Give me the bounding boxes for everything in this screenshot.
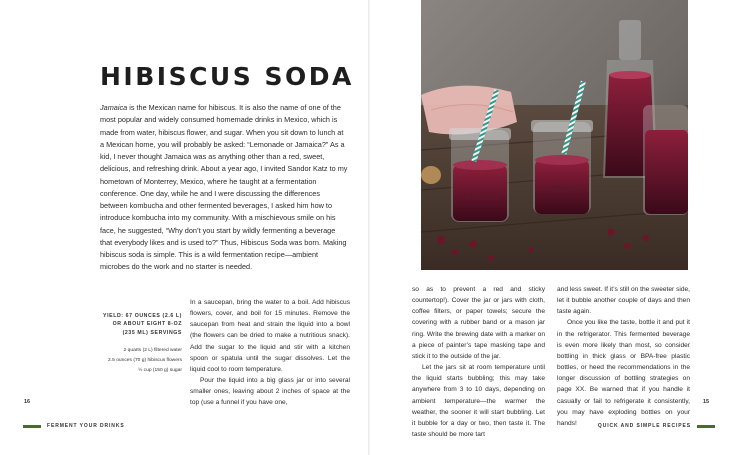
yield-line: OR ABOUT EIGHT 8-OZ	[112, 321, 182, 328]
running-head-text: QUICK AND SIMPLE RECIPES	[597, 423, 691, 429]
method-paragraph: Once you like the taste, bottle it and put it in the refrigerator. This fermented beverage is even more likely than most, so consider bottling in thick glass or BPA-free plastic bottles, or heed the recommendations in the longer discussion of bottling strategies on page XX. Be warned that if you handle it casually or fail to refrigerate it consistently, you may have exploding bottles on your hands!	[557, 319, 690, 427]
method-paragraph: In a saucepan, bring the water to a boil. Add hibiscus flowers, cover, and boil for 15 minutes. Remove the saucepan from heat and strain the liquid into a bowl (the flowers can be dried to make a nutritious snack). Add the sugar to the liquid and stir with a kitchen spoon or spatula until the sugar dissolves. Let the liquid cool to room temperature.	[190, 299, 350, 373]
jar-label: MASON	[466, 193, 500, 202]
running-head-text: FERMENT YOUR DRINKS	[47, 423, 125, 429]
yield-block	[100, 312, 182, 337]
running-head-right	[598, 422, 715, 430]
yield-line: YIELD: 67 OUNCES (2.6 L)	[103, 313, 182, 319]
method-column-a	[412, 284, 545, 440]
ingredient-list	[100, 346, 182, 376]
method-paragraph: Let the jars sit at room temperature until the liquid starts bubbling; this may take anywhere from 3 to 10 days, depending on ambient temperature—the warmer the weather, the sooner it will start bubbling. Let it bubble for a day or two, then taste it. The taste should be more tart	[412, 364, 545, 439]
yield-line: (235 ML) SERVINGS	[122, 329, 182, 336]
page-gutter	[368, 0, 370, 455]
ingredient-item: 2.5 ounces (70 g) hibiscus flowers	[108, 358, 182, 363]
page-number-right: 15	[703, 399, 710, 405]
method-paragraph: so as to prevent a red and sticky countertop!). Cover the jar or jars with cloth, coffee filters, or paper towels; secure the covering with a rubber band or a mason jar ring. Write the brewing date with a marker on a piece of painter’s tape masking tape and stick it to the outside of the jar.	[412, 286, 545, 360]
jar-label: MASON	[548, 185, 582, 194]
ingredient-item: ½ cup (150 g) sugar	[138, 368, 182, 373]
method-paragraph: Pour the liquid into a big glass jar or into several smaller ones, leaving about 2 inches of space at the top (use a funnel if you have one,	[190, 377, 350, 407]
intro-lead-word: Jamaica	[100, 103, 128, 112]
accent-bar	[697, 425, 715, 428]
ingredient-item: 2 quarts (2 L) filtered water	[123, 348, 182, 353]
running-head-left	[23, 422, 125, 430]
intro-paragraph	[100, 102, 348, 274]
hibiscus-soda-photo	[421, 0, 688, 270]
intro-text: is the Mexican name for hibiscus. It is also the name of one of the most popular and widely consumed homemade drinks in Mexico, which is made from water, hibiscus flower, and sugar. When you sit down to lunch at a Mexican home, you will probably be asked: “Lemonade or Jamaica?” As a kid, I never thought Jamaica was as anything other than a red, sweet, delicious, and refreshing drink. About a year ago, I invited Sandor Katz to my hometown of Monterrey, Mexico, where he taught at a fermentation conference. One day, while he and I were discussing the differences between kombucha and other fermented beverages, I asked him how to introduce kombucha into my community. With a mischievous smile on his face, he suggested, “Why don’t you start by wildly fermenting a beverage that everybody likes and is used to?” Thus, Hibiscus Soda was born. Making hibiscus soda is simple. This is a wild fermentation recipe—ambient microbes do the work and no starter is needed.	[100, 103, 348, 272]
accent-bar	[23, 425, 41, 428]
recipe-title: HIBISCUS SODA	[100, 62, 354, 91]
page-number-left: 16	[24, 399, 31, 405]
method-column-left	[190, 297, 350, 409]
method-paragraph: and less sweet. If it’s still on the sweeter side, let it bubble another couple of days and then taste again.	[557, 286, 690, 316]
method-column-b	[557, 284, 690, 429]
